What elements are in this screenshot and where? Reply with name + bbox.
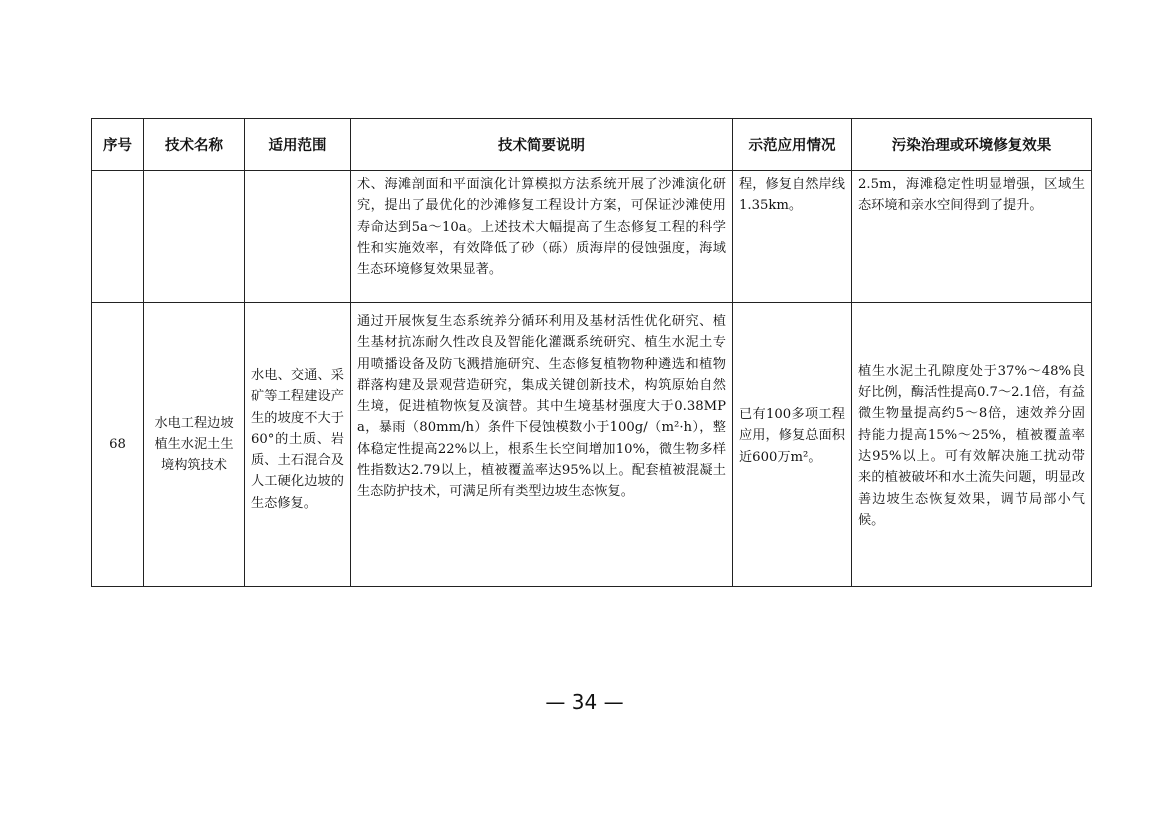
header-tech-name: 技术名称 — [144, 119, 245, 171]
table-row-continued — [92, 171, 1092, 303]
cell-effect: 植生水泥土孔隙度处于37%～48%良好比例，酶活性提高0.7～2.1倍，有益微生物量提高约5～8倍，速效养分固持能力提高15%～25%，植被覆盖率达95%以上。可有效解决施工扰动带来的植被破坏和水土流失问题，明显改善边坡生态恢复效果，调节局部小气候。 — [852, 303, 1092, 587]
table-row-68 — [92, 303, 1092, 587]
header-scope: 适用范围 — [245, 119, 351, 171]
header-effect: 污染治理或环境修复效果 — [852, 119, 1092, 171]
header-application: 示范应用情况 — [733, 119, 852, 171]
header-description: 技术简要说明 — [351, 119, 733, 171]
cell-tech-name: 水电工程边坡植生水泥土生境构筑技术 — [144, 303, 245, 587]
cell-seq: 68 — [92, 303, 144, 587]
cell-description: 通过开展恢复生态系统养分循环利用及基材活性优化研究、植生基材抗冻耐久性改良及智能化灌溉系统研究、植生水泥土专用喷播设备及防飞溅措施研究、生态修复植物物种遴选和植物群落构建及景观营造研究，集成关键创新技术，构筑原始自然生境，促进植物恢复及演替。其中生境基材强度大于0.38MPa，暴雨（80mm/h）条件下侵蚀模数小于100g/（m²·h），整体稳定性提高22%以上，根系生长空间增加10%，微生物多样性指数达2.79以上，植被覆盖率达95%以上。配套植被混凝土生态防护技术，可满足所有类型边坡生态恢复。 — [351, 303, 733, 587]
technology-table — [91, 118, 1092, 587]
cell-application: 程，修复自然岸线1.35km。 — [733, 171, 852, 303]
page-number: — 34 — — [545, 690, 624, 714]
header-seq: 序号 — [92, 119, 144, 171]
cell-tech-name — [144, 171, 245, 303]
cell-description: 术、海滩剖面和平面演化计算模拟方法系统开展了沙滩演化研究，提出了最优化的沙滩修复工程设计方案，可保证沙滩使用寿命达到5a～10a。上述技术大幅提高了生态修复工程的科学性和实施效率，有效降低了砂（砾）质海岸的侵蚀强度，海域生态环境修复效果显著。 — [351, 171, 733, 303]
cell-seq — [92, 171, 144, 303]
cell-effect: 2.5m，海滩稳定性明显增强，区域生态环境和亲水空间得到了提升。 — [852, 171, 1092, 303]
cell-scope: 水电、交通、采矿等工程建设产生的坡度不大于60°的土质、岩质、土石混合及人工硬化边坡的生态修复。 — [245, 303, 351, 587]
cell-application: 已有100多项工程应用，修复总面积近600万m²。 — [733, 303, 852, 587]
table-header-row — [92, 119, 1092, 171]
cell-scope — [245, 171, 351, 303]
